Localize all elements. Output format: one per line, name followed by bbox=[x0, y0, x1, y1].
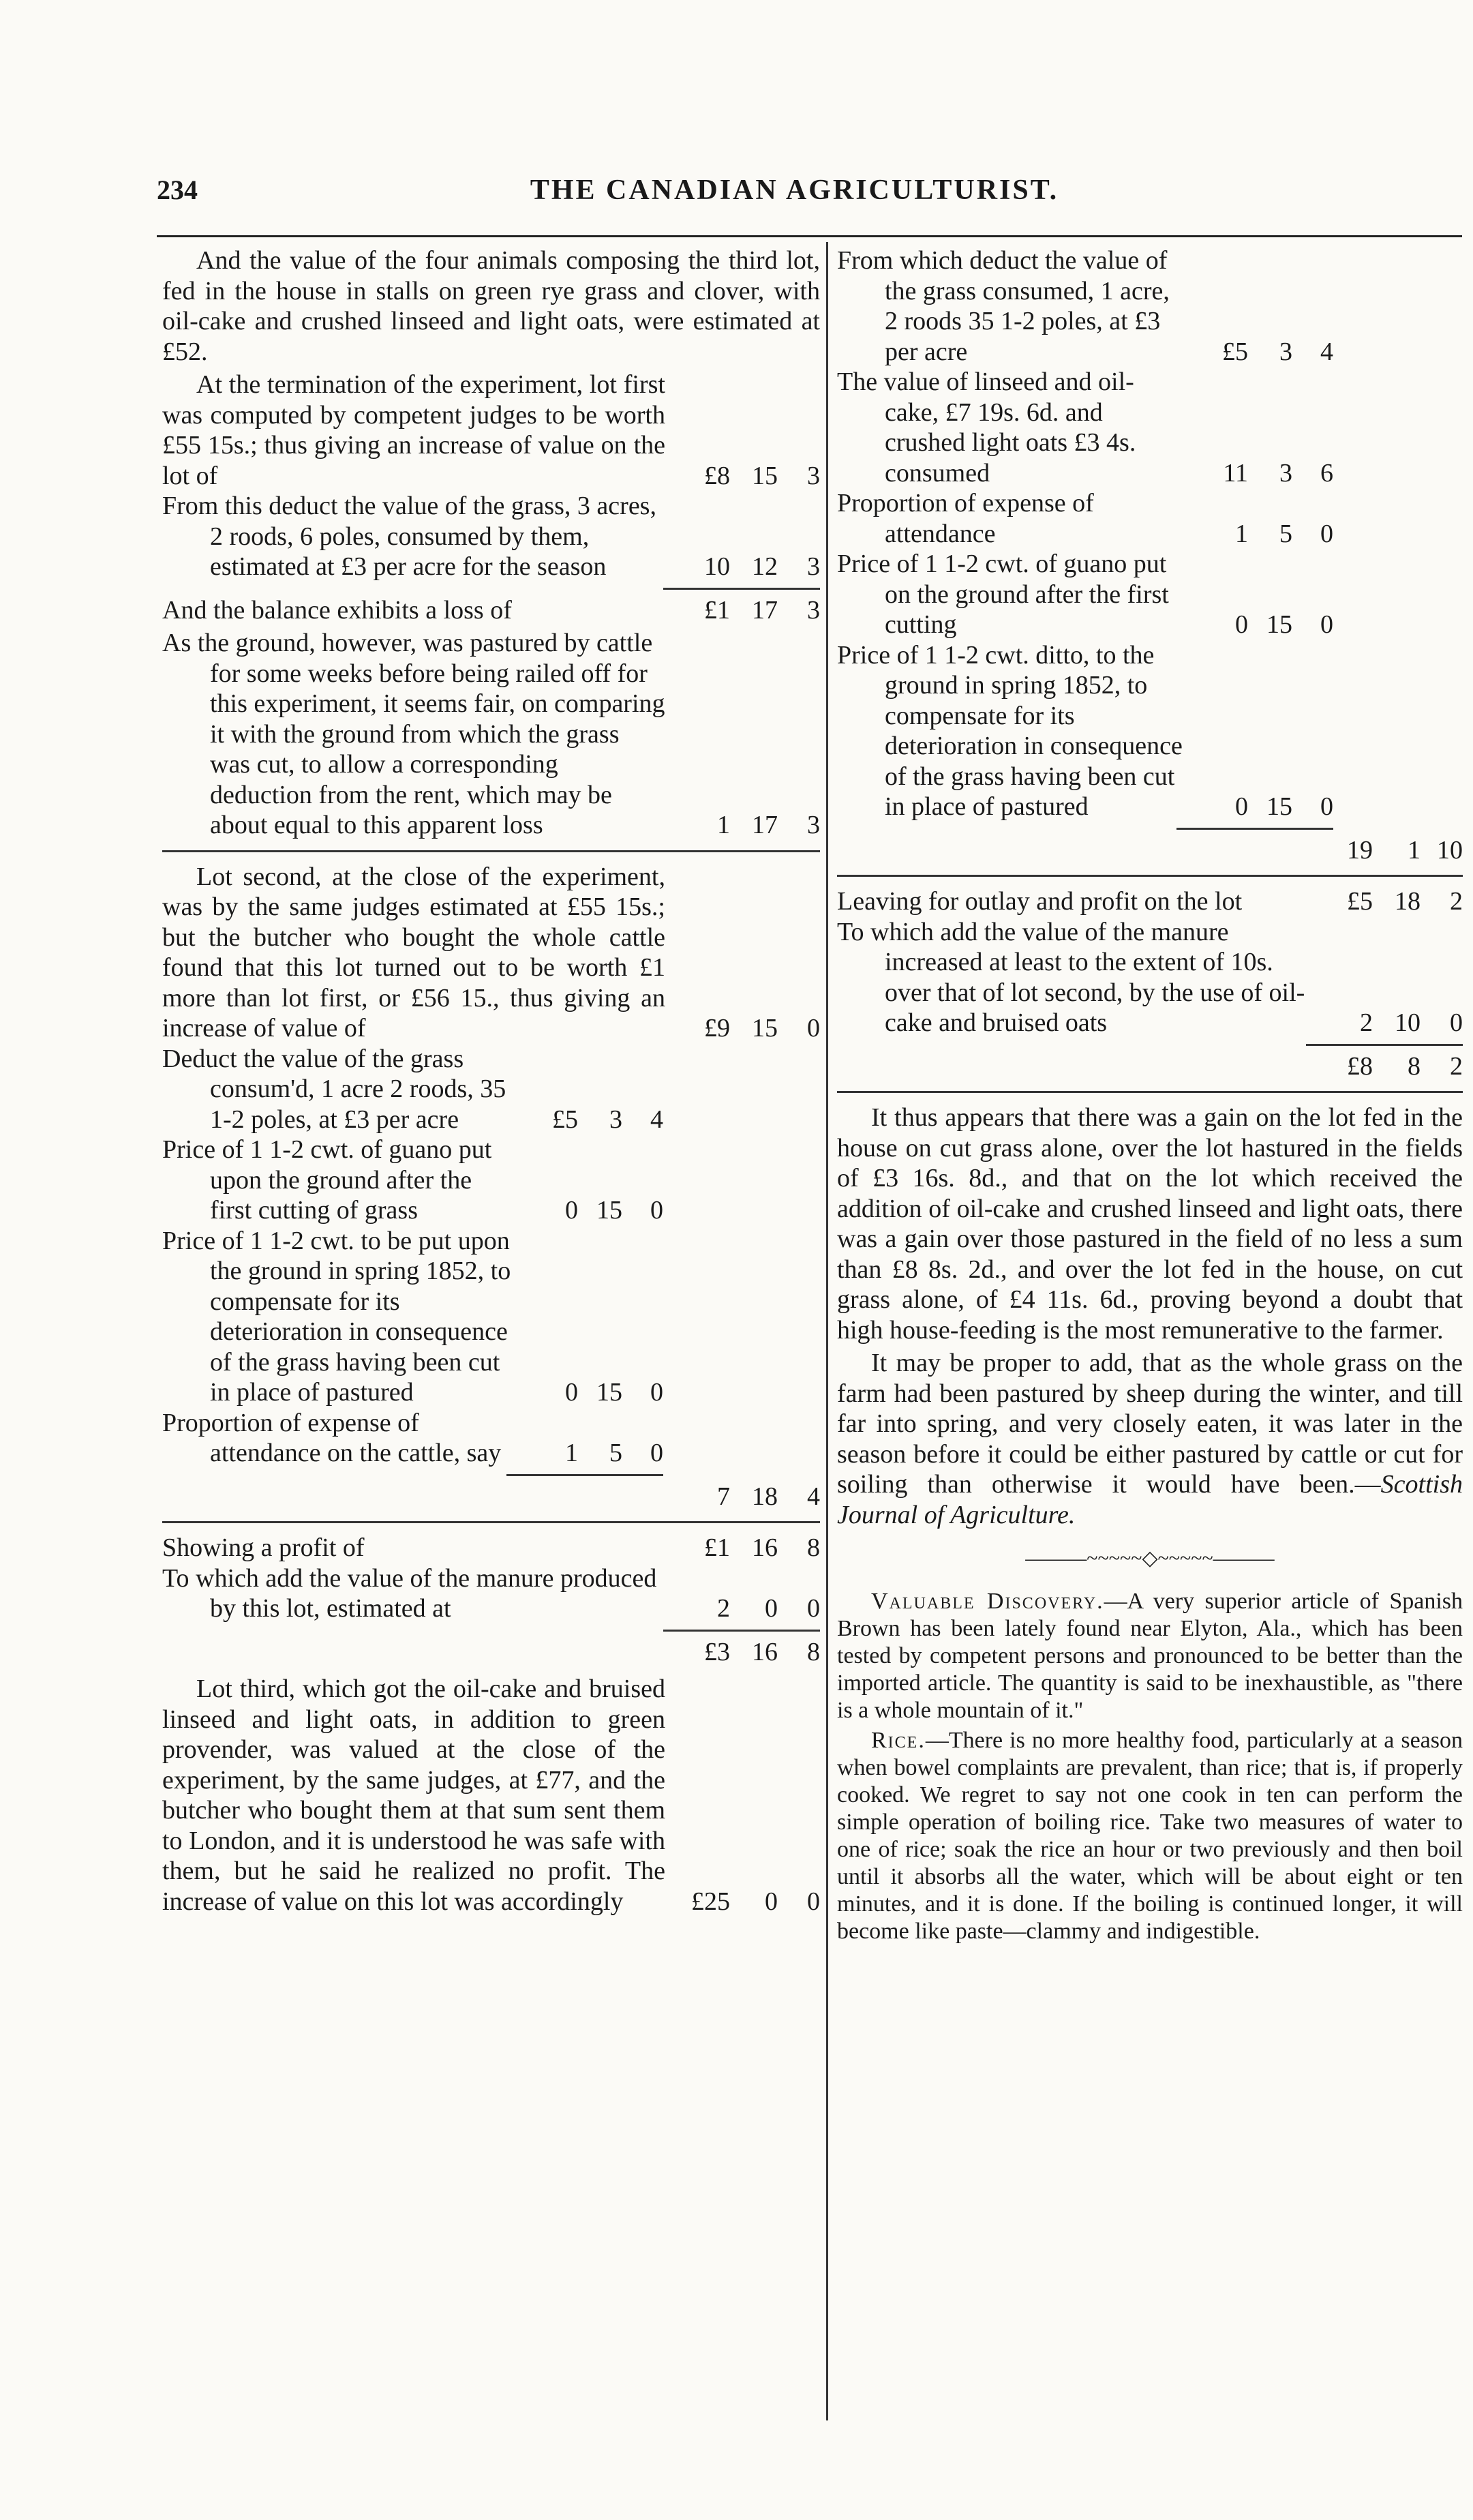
deduction-list bbox=[162, 1044, 663, 1469]
row-balance-loss bbox=[162, 595, 820, 626]
sum-rule bbox=[1176, 828, 1333, 830]
row-leaving-profit bbox=[837, 886, 1463, 917]
amount: 11 3 6 bbox=[1223, 458, 1333, 487]
amount: 10 12 3 bbox=[704, 552, 820, 581]
header-rule bbox=[157, 235, 1462, 237]
amount: 1 5 0 bbox=[565, 1439, 663, 1467]
section-rule bbox=[837, 1091, 1463, 1093]
row-deduct-grass-consumed bbox=[162, 1044, 663, 1135]
source-citation: Scottish Journal of Agriculture. bbox=[837, 1470, 1463, 1529]
row-label: To which add the value of the manure produced by this lot, estimated at bbox=[162, 1563, 657, 1623]
rice-text: —There is no more healthy food, particularly at a season when bowel complaints are prevalent, than rice; that is, if properly cooked. We regret to say not one cook in ten can perform the simple operation of boiling rice. Take two measures of water to one of rice; soak the rice an hour or two previously and then boil until it absorbs all the water, which will be about eight or ten minutes, and it is done. If the boiling is continued longer, it will become like paste—clammy and indigestible. bbox=[837, 1727, 1463, 1944]
row-label: Price of 1 1-2 cwt. of guano put on the ground after the first cutting bbox=[837, 550, 1169, 639]
row-deduct-grass bbox=[162, 491, 820, 582]
amount: £1 16 8 bbox=[704, 1533, 820, 1562]
amount: £8 15 3 bbox=[704, 461, 820, 490]
page-number: 234 bbox=[157, 175, 198, 205]
right-column bbox=[837, 245, 1463, 1948]
row-attendance-lot3 bbox=[837, 488, 1333, 549]
amount: £9 15 0 bbox=[704, 1014, 820, 1042]
row-label: Lot second, at the close of the experiment, was by the same judges estimated at £55 15s.; but the butcher who bought the whole cattle found that this lot turned out to be worth £1 more than lot first, or £56 15., thus giving an increase of value of bbox=[162, 862, 665, 1042]
column-divider bbox=[826, 242, 828, 2420]
row-sum-lot3 bbox=[837, 835, 1463, 866]
row-final-total bbox=[837, 1051, 1463, 1082]
amount: 19 1 10 bbox=[1347, 835, 1463, 865]
amount: £3 16 8 bbox=[704, 1637, 820, 1666]
row-label: From this deduct the value of the grass, 3 acres, 2 roods, 6 poles, consumed by them, estimated at £3 per acre for the season bbox=[162, 492, 656, 581]
row-label: The value of linseed and oil-cake, £7 19s. 6d. and crushed light oats £3 4s. consumed bbox=[837, 368, 1136, 487]
sum-rule bbox=[506, 1474, 663, 1476]
row-linseed-oilcake bbox=[837, 367, 1333, 488]
row-label: Leaving for outlay and profit on the lot bbox=[837, 887, 1243, 916]
row-lot-first-increase bbox=[162, 370, 820, 491]
amount: £5 3 4 bbox=[552, 1105, 663, 1134]
row-manure bbox=[162, 1563, 820, 1624]
row-deduct-grass-lot3 bbox=[837, 245, 1333, 367]
note-text: It may be proper to add, that as the whole grass on the farm had been pastured by sheep during the winter, and till far into spring, and very closely eaten, it was later in the season before it could be either pastured by cattle or cut for soiling than otherwise it would have been.— bbox=[837, 1349, 1463, 1499]
row-label: Showing a profit of bbox=[162, 1533, 365, 1562]
page-header bbox=[0, 174, 1473, 215]
left-column bbox=[162, 245, 820, 1917]
amount: £1 17 3 bbox=[704, 595, 820, 625]
row-ground-pastured bbox=[162, 628, 820, 841]
rice-heading: Rice. bbox=[871, 1727, 926, 1753]
row-label: Price of 1 1-2 cwt. ditto, to the ground in spring 1852, to compensate for its deterioration in consequence of the grass having been cut in place of pastured bbox=[837, 640, 1183, 821]
paragraph-conclusion: It thus appears that there was a gain on the lot fed in the house on cut grass alone, over the lot hastured in the fields of £3 16s. 8d., and that on the lot which received the addition of oil-cake and crushed linseed and light oats, there was a gain over those pastured in the field of no less a sum than £8 8s. 2d., and over the lot fed in the house, on cut grass alone, of £4 11s. 6d., proving beyond a doubt that high house-feeding is the most remunerative to the farmer. bbox=[837, 1103, 1463, 1345]
sum-rule bbox=[663, 1630, 820, 1632]
discovery-text: —A very superior article of Spanish Brown has been lately found near Elyton, Ala., which has been tested by competent persons and pronounced to be better than the imported article. The quantity is said to be inexhaustible, as "there is a whole mountain of it." bbox=[837, 1588, 1463, 1723]
row-profit bbox=[162, 1533, 820, 1563]
row-label: Lot third, which got the oil-cake and bruised linseed and light oats, in addition to green provender, was valued at the close of the experiment, by the same judges, at £77, and the butcher who bought them at that sum sent them to London, and it is understood he was safe with them, but he said he realized no profit. The increase of value on this lot was accordingly bbox=[162, 1675, 665, 1916]
row-label: Price of 1 1-2 cwt. of guano put upon the ground after the first cutting of grass bbox=[162, 1135, 492, 1225]
paragraph-rice bbox=[837, 1727, 1463, 1945]
amount: 7 18 4 bbox=[717, 1482, 820, 1511]
amount: 2 10 0 bbox=[1360, 1008, 1463, 1037]
row-guano-first bbox=[162, 1135, 663, 1226]
amount: 0 15 0 bbox=[1235, 792, 1333, 821]
amount: £8 8 2 bbox=[1347, 1051, 1463, 1081]
row-label: To which add the value of the manure increased at least to the extent of 10s. over that of lot second, by the use of oil-cake and bruised oats bbox=[837, 917, 1305, 1037]
amount: 0 15 0 bbox=[565, 1378, 663, 1407]
amount: 0 15 0 bbox=[565, 1196, 663, 1225]
row-guano-first-lot3 bbox=[837, 549, 1333, 640]
row-label: As the ground, however, was pastured by cattle for some weeks before being railed off for this experiment, it seems fair, on comparing it with the ground from which the grass was cut, to allow a corresponding deduction from the rent, which may be about equal to this apparent loss bbox=[162, 629, 665, 839]
row-label: Deduct the value of the grass consum'd, 1 acre 2 roods, 35 1-2 poles, at £3 per acre bbox=[162, 1044, 506, 1134]
running-title: THE CANADIAN AGRICULTURIST. bbox=[530, 175, 1059, 206]
row-guano-spring-lot3 bbox=[837, 640, 1333, 822]
sum-rule bbox=[663, 588, 820, 590]
amount: 1 5 0 bbox=[1235, 519, 1333, 548]
amount: 1 17 3 bbox=[717, 811, 820, 839]
section-rule bbox=[162, 850, 820, 852]
paragraph-valuable-discovery bbox=[837, 1588, 1463, 1724]
row-subtotal bbox=[162, 1482, 820, 1512]
ornamental-divider: ———~~~~~◇~~~~~——— bbox=[1025, 1547, 1275, 1570]
row-label: Price of 1 1-2 cwt. to be put upon the ground in spring 1852, to compensate for its deterioration in consequence of the grass having been cut in place of pastured bbox=[162, 1226, 511, 1407]
amount: £5 3 4 bbox=[1222, 337, 1333, 366]
row-label: And the balance exhibits a loss of bbox=[162, 595, 512, 625]
section-rule bbox=[162, 1521, 820, 1523]
row-guano-spring bbox=[162, 1226, 663, 1408]
amount: £25 0 0 bbox=[691, 1887, 820, 1916]
row-label: Proportion of expense of attendance on the cattle, say bbox=[162, 1408, 502, 1467]
row-label: Proportion of expense of attendance bbox=[837, 489, 1094, 548]
discovery-heading: Valuable Discovery. bbox=[871, 1588, 1104, 1614]
row-lot-second-increase bbox=[162, 862, 820, 1044]
sum-rule bbox=[1306, 1044, 1463, 1046]
row-label: From which deduct the value of the grass consumed, 1 acre, 2 roods 35 1-2 poles, at £3 per acre bbox=[837, 246, 1170, 366]
amount: 2 0 0 bbox=[717, 1594, 820, 1623]
amount: £5 18 2 bbox=[1347, 887, 1463, 916]
section-rule bbox=[837, 875, 1463, 877]
row-label: At the termination of the experiment, lot first was computed by competent judges to be worth £55 15s.; thus giving an increase of value on the lot of bbox=[162, 370, 665, 490]
paragraph-third-lot-value: And the value of the four animals composing the third lot, fed in the house in stalls on green rye grass and clover, with oil-cake and crushed linseed and light oats, were estimated at £52. bbox=[162, 246, 820, 366]
amount: 0 15 0 bbox=[1235, 610, 1333, 639]
row-attendance bbox=[162, 1408, 663, 1469]
row-lot-third bbox=[162, 1674, 820, 1917]
row-add-manure-lot3 bbox=[837, 917, 1463, 1038]
row-total-lot2 bbox=[162, 1637, 820, 1668]
lot3-deduction-list bbox=[837, 245, 1333, 822]
paragraph-note bbox=[837, 1348, 1463, 1530]
